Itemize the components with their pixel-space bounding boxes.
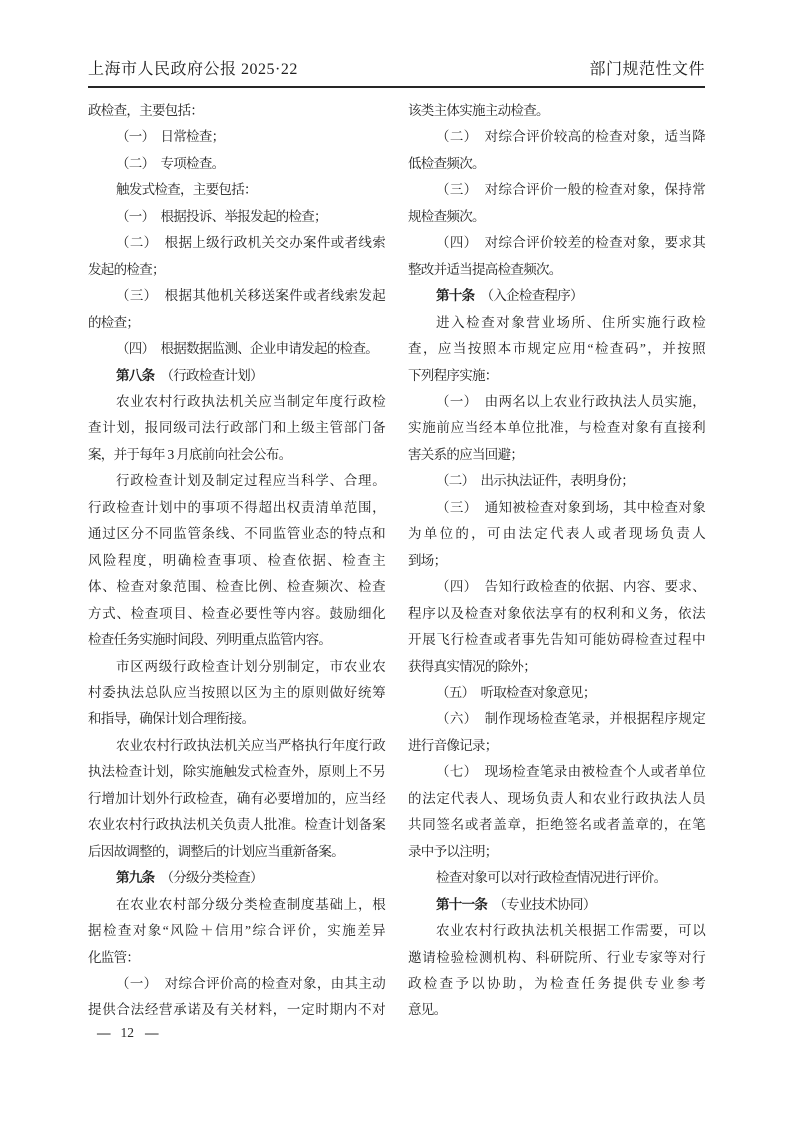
text-line: 为单位的，可由法定代表人或者现场负责人 (408, 526, 705, 542)
text-line: 方式、检查项目、检查必要性等内容。鼓励细化 (88, 605, 385, 621)
text-line: 据检查对象“风险＋信用”综合评价，实施差异 (88, 923, 385, 939)
text-column-left (88, 98, 385, 1024)
text-line: （四） 告知行政检查的依据、内容、要求、 (436, 579, 705, 595)
text-line: 获得真实情况的除外； (408, 658, 536, 674)
text-line: 在农业农村部分级分类检查制度基础上，根 (116, 896, 385, 912)
text-line: 检查任务实施时间段、列明重点监管内容。 (88, 632, 332, 648)
text-line: 农业农村行政执法机关根据工作需要，可以 (436, 923, 705, 939)
text-line: （五） 听取检查对象意见； (436, 684, 596, 700)
document-body (88, 98, 705, 1024)
text-line: 查，应当按照本市规定应用“检查码”，并按照 (408, 341, 705, 357)
text-line: 提供合法经营承诺及有关材料，一定时期内不对 (88, 1002, 385, 1018)
text-line: （一） 对综合评价高的检查对象，由其主动 (116, 975, 385, 991)
section-label: 部门规范性文件 (589, 61, 705, 78)
text-line: 检查对象可以对行政检查情况进行评价。 (436, 870, 667, 886)
text-line: 进行音像记录； (408, 737, 498, 753)
text-line: （二） 根据上级行政机关交办案件或者线索 (116, 235, 385, 251)
text-line: 查计划，报同级司法行政部门和上级主管部门备 (88, 420, 385, 436)
page-number-footer (97, 1025, 158, 1041)
text-line: 录中予以注明； (408, 843, 498, 859)
text-line: 低检查频次。 (408, 155, 485, 171)
article-number: 第十条 (436, 288, 475, 304)
text-line: 农业农村行政执法机关应当制定年度行政检 (116, 393, 385, 409)
text-line: 整改并适当提高检查频次。 (408, 261, 562, 277)
text-line: 政检查，主要包括： (88, 103, 204, 118)
text-line: 执法检查计划，除实施触发式检查外，原则上不另 (88, 764, 385, 780)
text-line: 进入检查对象营业场所、住所实施行政检 (436, 314, 705, 330)
text-line: （三） 对综合评价一般的检查对象，保持常 (436, 182, 705, 198)
text-line: （一） 由两名以上农业行政执法人员实施， (436, 393, 705, 409)
text-line: 政检查予以协助，为检查任务提供专业参考 (408, 975, 705, 991)
text-line: 邀请检验检测机构、科研院所、行业专家等对行 (408, 949, 705, 965)
article-heading-line: 第九条 （分级分类检查） (116, 870, 263, 886)
text-line: 行增加计划外行政检查，确有必要增加的，应当经 (88, 790, 385, 806)
text-line: 程序以及检查对象依法享有的权利和义务，依法 (408, 605, 705, 621)
text-line: （一） 日常检查； (116, 129, 225, 145)
footer-dash-right: — (145, 1025, 158, 1040)
text-line: 农业农村行政执法机关负责人批准。检查计划备案 (88, 817, 385, 833)
text-line: 到场； (408, 552, 447, 568)
footer-dash-left: — (97, 1025, 110, 1040)
text-line: （一） 根据投诉、举报发起的检查； (116, 208, 327, 224)
text-line: 共同签名或者盖章，拒绝签名或者盖章的，在笔 (408, 817, 705, 833)
text-line: （二） 对综合评价较高的检查对象，适当降 (436, 129, 705, 145)
text-line: 的检查； (88, 314, 140, 330)
article-heading-line: 第十条 （入企检查程序） (436, 288, 583, 304)
page-header (88, 56, 705, 88)
text-line: 和指导，确保计划合理衔接。 (88, 711, 255, 727)
text-line: 行政检查计划及制定过程应当科学、合理。 (116, 473, 385, 489)
text-line: 村委执法总队应当按照以区为主的原则做好统筹 (88, 684, 385, 700)
text-line: 农业农村行政执法机关应当严格执行年度行政 (116, 737, 385, 753)
text-line: （四） 根据数据监测、企业申请发起的检查。 (116, 341, 379, 357)
text-line: 开展飞行检查或者事先告知可能妨碍检查过程中 (408, 632, 705, 648)
text-line: （二） 出示执法证件，表明身份； (436, 473, 635, 489)
text-line: 发起的检查； (88, 261, 165, 277)
text-line: 触发式检查，主要包括： (116, 182, 257, 198)
text-line: （四） 对综合评价较差的检查对象，要求其 (436, 235, 705, 251)
text-line: 案，并于每年 3 月底前向社会公布。 (88, 446, 292, 462)
text-line: 的法定代表人、现场负责人和农业行政执法人员 (408, 790, 705, 806)
gazette-title: 上海市人民政府公报 2025·22 (88, 61, 298, 78)
text-line: （二） 专项检查。 (116, 155, 225, 171)
article-number: 第九条 (116, 870, 155, 886)
text-line: 市区两级行政检查计划分别制定，市农业农 (116, 658, 385, 674)
text-line: 体、检查对象范围、检查比例、检查频次、检查 (88, 579, 385, 595)
article-number: 第十一条 (436, 896, 488, 912)
text-line: 风险程度，明确检查事项、检查依据、检查主 (88, 552, 385, 568)
text-line: 意见。 (408, 1002, 447, 1018)
text-line: （三） 通知被检查对象到场，其中检查对象 (436, 499, 705, 515)
text-line: （六） 制作现场检查笔录，并根据程序规定 (436, 711, 705, 727)
text-line: 害关系的应当回避； (408, 446, 524, 462)
text-line: 后因故调整的，调整后的计划应当重新备案。 (88, 843, 344, 859)
article-heading-line: 第八条 （行政检查计划） (116, 367, 263, 383)
text-line: 通过区分不同监管条线、不同监管业态的特点和 (88, 526, 385, 542)
text-line: 实施前应当经本单位批准，与检查对象有直接利 (408, 420, 705, 436)
text-line: 该类主体实施主动检查。 (408, 103, 549, 118)
text-line: （三） 根据其他机关移送案件或者线索发起 (116, 288, 385, 304)
article-number: 第八条 (116, 367, 155, 383)
text-line: 下列程序实施： (408, 367, 498, 383)
article-heading-line: 第十一条 （专业技术协同） (436, 896, 596, 912)
text-line: （七） 现场检查笔录由被检查个人或者单位 (436, 764, 705, 780)
text-column-right (408, 98, 705, 1024)
text-line: 化监管： (88, 949, 140, 965)
page-number: 12 (120, 1025, 134, 1040)
text-line: 规检查频次。 (408, 208, 485, 224)
text-line: 行政检查计划中的事项不得超出权责清单范围， (88, 499, 385, 515)
